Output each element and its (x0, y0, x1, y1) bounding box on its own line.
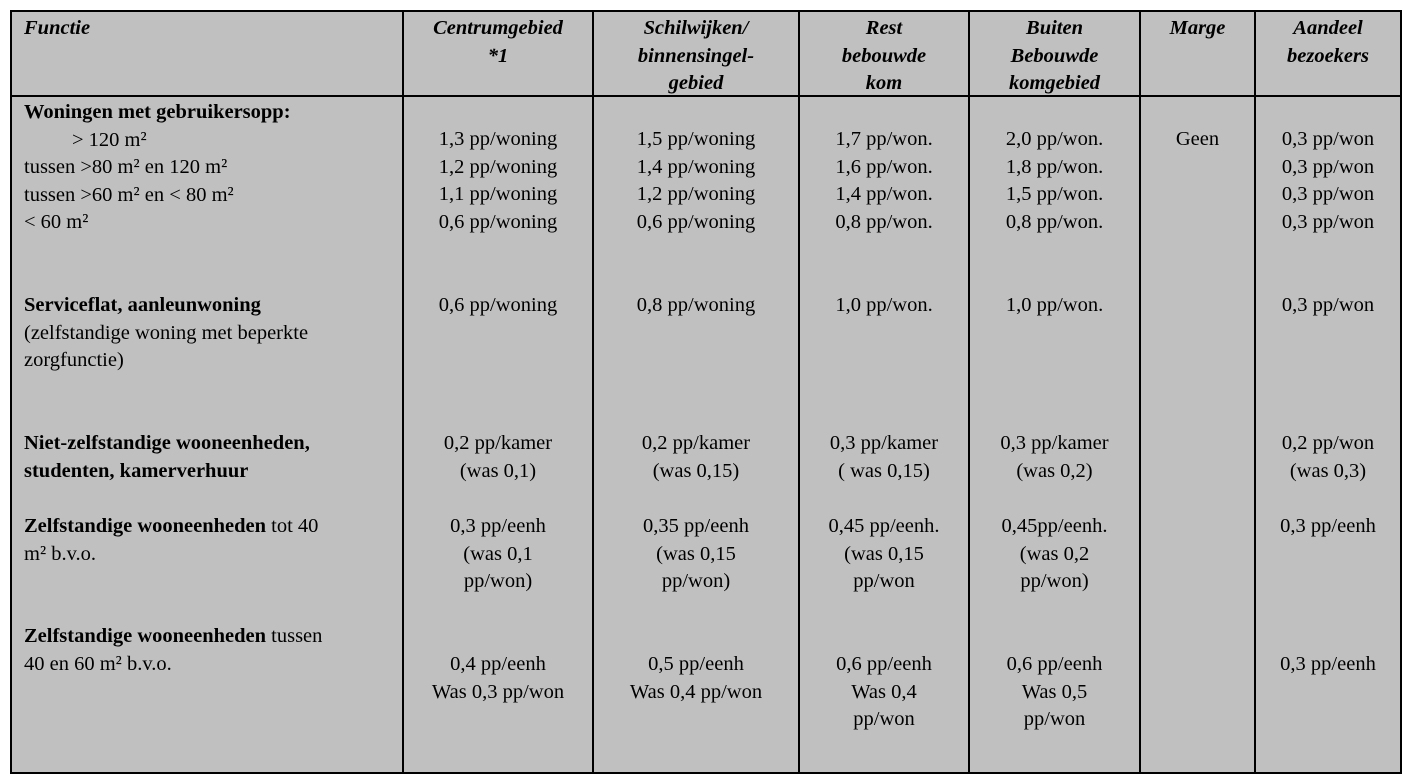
row-niet-zelfstandig-function (24, 430, 310, 485)
header-buiten-bebouwde-kom (970, 15, 1139, 98)
cell-value: 1,5 pp/won. (1005, 183, 1104, 205)
row-serviceflat-aandeel (1256, 292, 1400, 320)
header-line: gebied (668, 72, 724, 94)
header-line: kom (865, 72, 903, 94)
cell-value: 0,8 pp/woning (636, 294, 756, 316)
cell-value: 0,3 pp/kamer (829, 432, 939, 454)
row-title (24, 513, 318, 541)
cell-value: 1,4 pp/won. (835, 183, 933, 205)
cell-value: 0,8 pp/won. (835, 210, 933, 233)
cell-value: 0,4 pp/eenh (450, 653, 546, 675)
row-zelfstandig-60-buiten (970, 651, 1139, 734)
header-rest-bebouwde-kom (800, 15, 968, 98)
cell-value: 1,1 pp/woning (438, 183, 558, 205)
row-serviceflat-function (24, 292, 308, 375)
cell-value: 1,0 pp/won. (1005, 294, 1104, 316)
row-niet-zelfstandig-rest (800, 430, 968, 485)
row-title-bold: Zelfstandige wooneenheden (24, 515, 267, 537)
cell-value: 0,2 pp/won (1281, 432, 1375, 454)
row-zelfstandig-40-rest (800, 513, 968, 596)
cell-value: 0,45pp/eenh. (1001, 515, 1108, 537)
header-aandeel-bezoekers (1256, 15, 1400, 70)
cell-value: (was 0,2 (1019, 542, 1090, 565)
row-zelfstandig-40-buiten (970, 513, 1139, 596)
cell-value: 0,8 pp/won. (1005, 210, 1104, 233)
row-zelfstandig-60-schil (594, 651, 798, 706)
cell-value: 1,7 pp/won. (835, 128, 933, 150)
cell-value: 0,3 pp/won (1281, 183, 1375, 205)
header-line: bebouwde (841, 44, 927, 67)
cell-value: 0,2 pp/kamer (641, 432, 751, 454)
row-serviceflat-buiten (970, 292, 1139, 320)
cell-value: Was 0,3 pp/won (431, 680, 565, 703)
cell-value: 0,3 pp/won (1281, 210, 1375, 233)
cell-value: 1,2 pp/woning (438, 155, 558, 178)
row-woningen-buiten (970, 126, 1139, 236)
cell-value: 1,3 pp/woning (438, 128, 558, 150)
row-woningen-aandeel (1256, 126, 1400, 236)
row-title: studenten, kamerverhuur (24, 459, 249, 482)
cell-value: pp/won) (463, 570, 533, 592)
cell-value: 0,3 pp/won (1281, 294, 1375, 316)
row-niet-zelfstandig-schil (594, 430, 798, 485)
row-zelfstandig-60-centrum (404, 651, 592, 706)
row-title-rest: tot 40 (266, 515, 319, 537)
size-category: < 60 m² (24, 211, 89, 233)
cell-value: 0,6 pp/woning (438, 294, 558, 316)
header-functie-label: Functie (24, 17, 91, 39)
row-niet-zelfstandig-centrum (404, 430, 592, 485)
row-zelfstandig-60-rest (800, 651, 968, 734)
cell-value: ( was 0,15) (838, 459, 930, 482)
row-woningen-centrum (404, 126, 592, 236)
row-title (24, 623, 322, 651)
row-serviceflat-rest (800, 292, 968, 320)
header-line: Rest (865, 17, 903, 39)
row-title-bold: Zelfstandige wooneenheden (24, 625, 267, 647)
header-line: Marge (1169, 17, 1226, 39)
row-title: Serviceflat, aanleunwoning (24, 294, 261, 316)
cell-value: 0,3 pp/eenh (1280, 653, 1376, 675)
header-line: bezoekers (1287, 44, 1369, 67)
header-line: binnensingel- (637, 44, 755, 67)
cell-value: 0,45 pp/eenh. (828, 515, 940, 537)
cell-value: Geen (1175, 128, 1220, 150)
row-zelfstandig-40-function (24, 513, 318, 568)
cell-value: 1,4 pp/woning (636, 155, 756, 178)
header-functie (24, 15, 394, 43)
header-line: Schilwijken/ (643, 17, 749, 39)
cell-value: Was 0,5 (1021, 680, 1088, 703)
cell-value: pp/won (853, 570, 915, 592)
cell-value: 2,0 pp/won. (1005, 128, 1104, 150)
header-line: *1 (487, 44, 509, 67)
row-description: zorgfunctie) (24, 349, 124, 371)
cell-value: 0,3 pp/eenh (450, 515, 546, 537)
cell-value: pp/won) (1020, 570, 1089, 592)
cell-value: (was 0,1 (463, 542, 533, 565)
cell-value: 0,5 pp/eenh (648, 653, 744, 675)
cell-value: 0,2 pp/kamer (443, 432, 553, 454)
cell-value: 0,6 pp/woning (438, 210, 558, 233)
row-description: (zelfstandige woning met beperkte (24, 321, 309, 344)
row-zelfstandig-40-centrum (404, 513, 592, 596)
header-marge (1141, 15, 1254, 43)
size-category: tussen >60 m² en < 80 m² (24, 183, 234, 206)
cell-value: Was 0,4 pp/won (629, 680, 763, 703)
row-niet-zelfstandig-aandeel (1256, 430, 1400, 485)
cell-value: 0,6 pp/eenh (836, 653, 932, 675)
cell-value: (was 0,3) (1289, 459, 1367, 482)
row-title: Niet-zelfstandige wooneenheden, (24, 432, 310, 454)
cell-value: (was 0,15 (656, 542, 736, 565)
cell-value: 1,2 pp/woning (636, 183, 756, 205)
cell-value: 1,0 pp/won. (835, 294, 933, 316)
row-woningen-rest (800, 126, 968, 236)
cell-value: 0,6 pp/woning (636, 210, 756, 233)
cell-value: 0,3 pp/eenh (1280, 515, 1376, 537)
size-category: tussen >80 m² en 120 m² (24, 156, 228, 178)
header-line: Aandeel (1293, 17, 1363, 39)
cell-value: 0,3 pp/won (1281, 155, 1375, 178)
row-title-rest: tussen (266, 625, 323, 647)
row-zelfstandig-60-function (24, 623, 322, 678)
row-serviceflat-schil (594, 292, 798, 320)
cell-value: (was 0,2) (1016, 459, 1093, 482)
row-niet-zelfstandig-buiten (970, 430, 1139, 485)
row-woningen-marge (1141, 126, 1254, 154)
cell-value: 0,3 pp/kamer (1000, 432, 1109, 454)
cell-value: 0,35 pp/eenh (643, 515, 749, 537)
size-category: > 120 m² (72, 128, 147, 151)
cell-value: (was 0,1) (459, 459, 537, 482)
row-title: m² b.v.o. (24, 542, 97, 565)
header-line: komgebied (1008, 72, 1101, 94)
header-line: Buiten (1026, 17, 1083, 39)
header-line: Centrumgebied (433, 17, 563, 39)
row-woningen-schil (594, 126, 798, 236)
cell-value: pp/won (853, 708, 915, 730)
row-zelfstandig-60-aandeel (1256, 651, 1400, 679)
cell-value: 1,8 pp/won. (1005, 155, 1104, 178)
cell-value: 0,6 pp/eenh (1006, 653, 1103, 675)
parking-norms-table (10, 10, 1402, 774)
header-schilwijken (594, 15, 798, 98)
cell-value: 1,6 pp/won. (835, 155, 933, 178)
cell-value: (was 0,15 (844, 542, 924, 565)
cell-value: 1,5 pp/woning (636, 128, 756, 150)
cell-value: (was 0,15) (652, 459, 740, 482)
header-line: Bebouwde (1010, 44, 1099, 67)
cell-value: pp/won (1023, 708, 1086, 730)
cell-value: pp/won) (661, 570, 731, 592)
header-centrumgebied (404, 15, 592, 70)
row-woningen-function (24, 99, 291, 237)
row-title: 40 en 60 m² b.v.o. (24, 652, 172, 675)
cell-value: Was 0,4 (851, 680, 917, 703)
row-zelfstandig-40-schil (594, 513, 798, 596)
row-zelfstandig-40-aandeel (1256, 513, 1400, 541)
row-serviceflat-centrum (404, 292, 592, 320)
row-title: Woningen met gebruikersopp: (24, 101, 291, 123)
cell-value: 0,3 pp/won (1281, 128, 1375, 150)
